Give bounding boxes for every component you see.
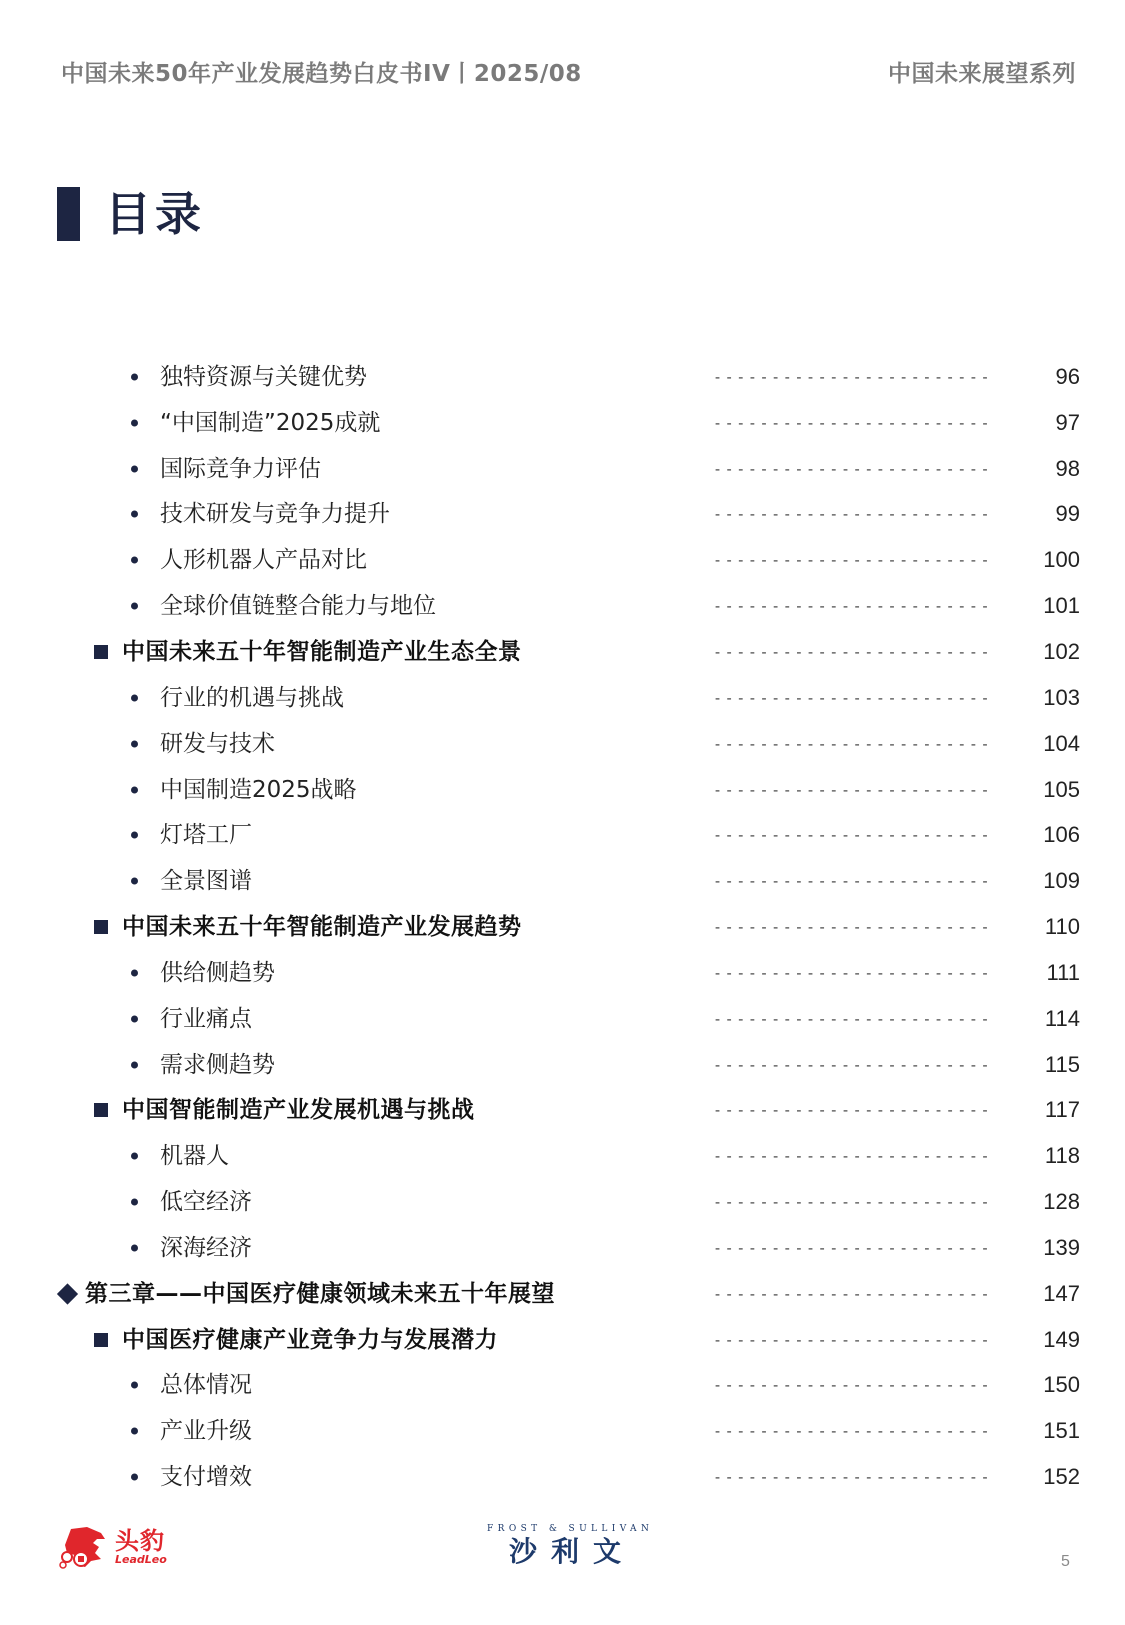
toc-page-number: 147	[1043, 1280, 1080, 1306]
toc-entry-label: 国际竞争力评估	[160, 455, 321, 482]
page-number: 5	[1061, 1553, 1070, 1570]
toc-page-number: 109	[1043, 868, 1080, 894]
toc-subsection-entry[interactable]	[0, 492, 1125, 538]
toc-entry-label: 深海经济	[160, 1234, 252, 1261]
dot-bullet-icon	[131, 1061, 138, 1068]
diamond-bullet-icon	[57, 1283, 78, 1304]
dot-bullet-icon	[131, 878, 138, 885]
toc-page-number: 96	[1055, 363, 1080, 389]
leopard-head-icon	[57, 1525, 107, 1569]
toc-entry-label: 中国医疗健康产业竞争力与发展潜力	[122, 1326, 498, 1353]
toc-dot-leader: ------------------------	[713, 826, 993, 845]
frost-sullivan-logo	[487, 1523, 654, 1573]
toc-subsection-entry[interactable]	[0, 858, 1125, 904]
dot-bullet-icon	[131, 557, 138, 564]
document-series-name: 中国未来展望系列	[888, 61, 1076, 87]
frost-sullivan-chinese-name: 沙利文	[508, 1535, 635, 1568]
dot-bullet-icon	[131, 1153, 138, 1160]
dot-bullet-icon	[131, 1428, 138, 1435]
toc-dot-leader: ------------------------	[713, 1330, 993, 1349]
dot-bullet-icon	[131, 1382, 138, 1389]
table-of-contents	[0, 354, 1125, 1500]
dot-bullet-icon	[131, 1474, 138, 1481]
dot-bullet-icon	[131, 511, 138, 518]
toc-page-number: 110	[1044, 914, 1080, 940]
toc-page-number: 103	[1043, 684, 1080, 710]
toc-entry-label: 供给侧趋势	[160, 959, 275, 986]
toc-dot-leader: ------------------------	[713, 1147, 993, 1166]
toc-dot-leader: ------------------------	[713, 734, 993, 753]
toc-entry-label: 人形机器人产品对比	[160, 547, 367, 574]
toc-entry-label: 中国制造2025战略	[160, 776, 357, 803]
toc-page-number: 100	[1043, 547, 1080, 573]
toc-page-number: 114	[1044, 1005, 1080, 1031]
dot-bullet-icon	[131, 419, 138, 426]
toc-page-number: 117	[1044, 1097, 1080, 1123]
leadleo-english-name: LeadLeo	[115, 1553, 167, 1566]
toc-entry-label: 低空经济	[160, 1189, 252, 1216]
toc-entry-label: 技术研发与竞争力提升	[160, 501, 390, 528]
toc-section-entry[interactable]	[0, 1088, 1125, 1134]
toc-dot-leader: ------------------------	[713, 918, 993, 937]
toc-dot-leader: ------------------------	[713, 1055, 993, 1074]
toc-page-number: 115	[1044, 1051, 1080, 1077]
toc-subsection-entry[interactable]	[0, 1225, 1125, 1271]
toc-page-number: 98	[1055, 455, 1080, 481]
toc-dot-leader: ------------------------	[713, 642, 993, 661]
toc-entry-label: 需求侧趋势	[160, 1051, 275, 1078]
toc-dot-leader: ------------------------	[713, 963, 993, 982]
toc-entry-label: 行业的机遇与挑战	[160, 684, 344, 711]
page-title-block	[57, 187, 205, 241]
toc-page-number: 97	[1055, 409, 1080, 435]
toc-dot-leader: ------------------------	[713, 780, 993, 799]
toc-page-number: 101	[1043, 593, 1080, 619]
toc-entry-label: 灯塔工厂	[160, 822, 252, 849]
dot-bullet-icon	[131, 694, 138, 701]
toc-dot-leader: ------------------------	[713, 367, 993, 386]
toc-dot-leader: ------------------------	[713, 413, 993, 432]
toc-page-number: 104	[1043, 730, 1080, 756]
toc-entry-label: 机器人	[160, 1143, 229, 1170]
toc-dot-leader: ------------------------	[713, 1468, 993, 1487]
toc-page-number: 105	[1043, 776, 1080, 802]
toc-subsection-entry[interactable]	[0, 537, 1125, 583]
toc-page-number: 139	[1043, 1234, 1080, 1260]
toc-entry-label: “中国制造”2025成就	[160, 409, 381, 436]
dot-bullet-icon	[131, 465, 138, 472]
toc-entry-label: 产业升级	[160, 1418, 252, 1445]
toc-subsection-entry[interactable]	[0, 996, 1125, 1042]
title-accent-bar	[57, 187, 80, 241]
toc-page-number: 151	[1043, 1418, 1080, 1444]
toc-subsection-entry[interactable]	[0, 1363, 1125, 1409]
frost-sullivan-english-name: FROST & SULLIVAN	[487, 1524, 654, 1534]
toc-entry-label: 中国未来五十年智能制造产业发展趋势	[122, 914, 522, 941]
toc-section-entry[interactable]	[0, 1317, 1125, 1363]
toc-chapter-entry[interactable]	[0, 1271, 1125, 1317]
toc-entry-label: 第三章——中国医疗健康领域未来五十年展望	[85, 1280, 555, 1307]
toc-entry-label: 全景图谱	[160, 868, 252, 895]
toc-dot-leader: ------------------------	[713, 1376, 993, 1395]
dot-bullet-icon	[131, 1244, 138, 1251]
toc-section-entry[interactable]	[0, 629, 1125, 675]
toc-entry-label: 全球价值链整合能力与地位	[160, 593, 436, 620]
toc-entry-label: 中国未来五十年智能制造产业生态全景	[122, 638, 522, 665]
toc-subsection-entry[interactable]	[0, 400, 1125, 446]
toc-dot-leader: ------------------------	[713, 551, 993, 570]
toc-dot-leader: ------------------------	[713, 1284, 993, 1303]
toc-section-entry[interactable]	[0, 904, 1125, 950]
document-header-title: 中国未来50年产业发展趋势白皮书IV丨2025/08	[61, 61, 582, 87]
dot-bullet-icon	[131, 969, 138, 976]
toc-entry-label: 行业痛点	[160, 1005, 252, 1032]
toc-dot-leader: ------------------------	[713, 1009, 993, 1028]
toc-page-number: 111	[1046, 959, 1080, 985]
toc-subsection-entry[interactable]	[0, 721, 1125, 767]
dot-bullet-icon	[131, 832, 138, 839]
toc-dot-leader: ------------------------	[713, 505, 993, 524]
toc-dot-leader: ------------------------	[713, 459, 993, 478]
toc-entry-label: 中国智能制造产业发展机遇与挑战	[122, 1097, 475, 1124]
toc-page-number: 149	[1043, 1326, 1080, 1352]
toc-page-number: 118	[1044, 1143, 1080, 1169]
toc-dot-leader: ------------------------	[713, 1422, 993, 1441]
dot-bullet-icon	[131, 373, 138, 380]
square-bullet-icon	[94, 645, 108, 659]
toc-subsection-entry[interactable]	[0, 583, 1125, 629]
toc-dot-leader: ------------------------	[713, 1238, 993, 1257]
toc-page-number: 152	[1043, 1464, 1080, 1490]
toc-subsection-entry[interactable]	[0, 675, 1125, 721]
toc-page-number: 106	[1043, 822, 1080, 848]
leadleo-logo	[57, 1525, 177, 1569]
toc-entry-label: 总体情况	[160, 1372, 252, 1399]
toc-dot-leader: ------------------------	[713, 597, 993, 616]
toc-subsection-entry[interactable]	[0, 1454, 1125, 1500]
toc-page-number: 102	[1043, 638, 1080, 664]
toc-page-number: 150	[1043, 1372, 1080, 1398]
dot-bullet-icon	[131, 740, 138, 747]
toc-dot-leader: ------------------------	[713, 872, 993, 891]
toc-dot-leader: ------------------------	[713, 688, 993, 707]
toc-subsection-entry[interactable]	[0, 446, 1125, 492]
toc-subsection-entry[interactable]	[0, 1133, 1125, 1179]
dot-bullet-icon	[131, 603, 138, 610]
toc-dot-leader: ------------------------	[713, 1193, 993, 1212]
toc-dot-leader: ------------------------	[713, 1101, 993, 1120]
toc-subsection-entry[interactable]	[0, 950, 1125, 996]
toc-entry-label: 研发与技术	[160, 730, 275, 757]
toc-subsection-entry[interactable]	[0, 354, 1125, 400]
toc-subsection-entry[interactable]	[0, 1408, 1125, 1454]
toc-entry-label: 独特资源与关键优势	[160, 363, 367, 390]
dot-bullet-icon	[131, 1199, 138, 1206]
square-bullet-icon	[94, 1333, 108, 1347]
toc-page-number: 128	[1043, 1189, 1080, 1215]
toc-entry-label: 支付增效	[160, 1464, 252, 1491]
toc-subsection-entry[interactable]	[0, 1179, 1125, 1225]
square-bullet-icon	[94, 920, 108, 934]
leadleo-chinese-name: 头豹	[115, 1527, 165, 1555]
dot-bullet-icon	[131, 1015, 138, 1022]
toc-subsection-entry[interactable]	[0, 767, 1125, 813]
toc-subsection-entry[interactable]	[0, 1042, 1125, 1088]
dot-bullet-icon	[131, 786, 138, 793]
page-title: 目录	[105, 187, 205, 241]
toc-subsection-entry[interactable]	[0, 812, 1125, 858]
toc-page-number: 99	[1055, 501, 1080, 527]
square-bullet-icon	[94, 1103, 108, 1117]
